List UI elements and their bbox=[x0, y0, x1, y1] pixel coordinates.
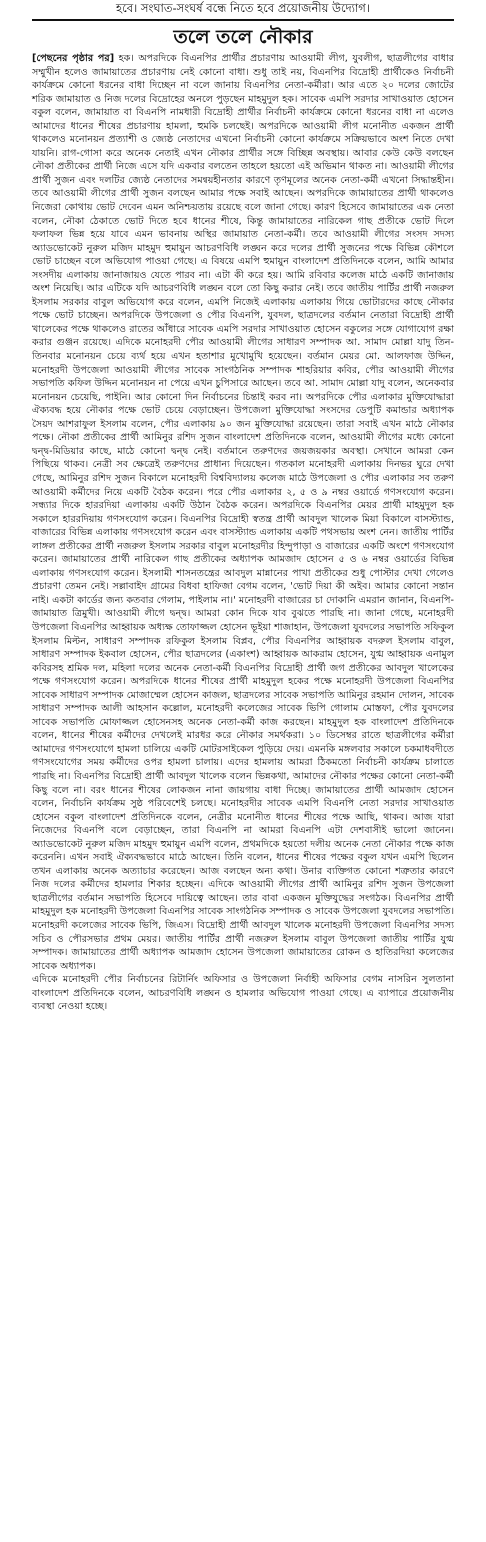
article-closing-paragraph: এদিকে মনোহরদী পৌর নির্বাচনের রিটার্নিং অফিসার ও উপজেলা নির্বাহী অফিসার বেগম নাসরিন সুলতানা বাংলাদেশ প্রতিদিনকে বলেন, আচরণবিধি লঙ্ঘন ও হামলার অভিযোগ পাওয়া গেছে। এ ব্যাপারে প্রয়োজনীয় ব্যবস্থা নেওয়া হচ্ছে। bbox=[32, 974, 454, 1013]
article-headline: তলে তলে নৌকার bbox=[173, 26, 313, 48]
article-body-text: হক। অপরদিকে বিএনপির প্রার্থীর প্রচারণায় আওয়ামী লীগ, যুবলীগ, ছাত্রলীগের বাধার সম্মুখীন হলেও জামায়াতের প্রচারণায় নেই কোনো বাধা। শুধু তাই নয়, বিএনপির বিদ্রোহী প্রার্থীকেও নির্বাচনী কার্যক্রমে কোনো ধরনের বাধা দিচ্ছেন না বলে জানায় বিএনপির নেতা-কর্মীরা। আর এতে ২০ দলের জোটের শরিক জামায়াত ও নিজ দলের বিদ্রোহের অনলে পুড়ছেন মাহমুদুল হক। সাবেক এমপি সরদার সাখাওয়াত হোসেন বকুল বলেন, জামায়াত বা বিএনপি নামধারী বিদ্রোহী প্রার্থীর নির্বাচনী কার্যক্রমে কোনো ধরনের বাধা না এলেও আমাদের ধানের শীষের প্রচারণায় হামলা, হুমকি চলছেই। অপরদিকে আওয়ামী লীগ মনোনীত একজন প্রার্থী থাকলেও মনোনয়ন প্রত্যাশী ও জ্যেষ্ঠ নেতাদের এখনো নির্বাচনী কোনো কার্যক্রমে সক্রিয়ভাবে অংশ নিতে দেখা যায়নি। রাগ-গোসা করে অনেক নেতাই এখন নৌকার প্রার্থীর সঙ্গে বিচ্ছিন্ন অবস্থায়। আবার কেউ কেউ বলছেন নৌকা প্রতীকের প্রার্থী নিজে এসে যদি একবার বলতেন তাহলে হয়তো এই অভিমান থাকত না। আওয়ামী লীগের প্রার্থী সুজন এবং দলটির জ্যেষ্ঠ নেতাদের সমন্বয়হীনতার কারণে তৃণমূলের অনেক নেতা-কর্মী এখনো সিদ্ধান্তহীন। তবে আওয়ামী লীগের প্রার্থী সুজন বলছেন আমার পক্ষে সবাই আছেন। অপরদিকে জামায়াতের প্রার্থী থাকলেও নিজেরা কোথায় ভোট দেবেন এমন অনিশ্চয়তায় রয়েছে বলে জানা গেছে। কারণ হিসেবে জামায়াতের এক নেতা বলেন, নৌকা ঠেকাতে ভোট দিতে হবে ধানের শীষে, কিন্তু জামায়াতের নারিকেল গাছ প্রতীকে ভোট দিলে ফলাফল ভিন্ন হয়ে যাবে এমন ভাবনায় অস্থির জামায়াত নেতা-কর্মী। তবে আওয়ামী লীগের সংসদ সদস্য অ্যাডভোকেট নুরুল মজিদ মাহমুদ হুমায়ুন আচরণবিধি লঙ্ঘন করে দলের প্রার্থী সুজনের পক্ষে বিভিন্ন কৌশলে ভোট চাচ্ছেন বলে অভিযোগ পাওয়া গেছে। এ বিষয়ে এমপি হুমায়ুন বাংলাদেশ প্রতিদিনকে বলেন, আমি আমার সংসদীয় এলাকায় জানাজায়ও যেতে পারব না। এটা কী করে হয়। আমি রবিবার কলেজ মাঠে একটি জানাজায় অংশ নিয়েছি। আর এটিকে যদি আচরণবিধি লঙ্ঘন বলে তো কিছু করার নেই। তবে জাতীয় পার্টির প্রার্থী নজরুল ইসলাম সরকার বাবুল অভিযোগ করে বলেন, এমপি নিজেই এলাকায় এলাকায় গিয়ে ভোটারদের কাছে নৌকার পক্ষে ভোট চাচ্ছেন। অপরদিকে উপজেলা ও পৌর বিএনপি, যুবদল, ছাত্রদলের বর্তমান নেতারা বিদ্রোহী প্রার্থী খালেকের পক্ষে থাকলেও রাতের আঁধারে সাবেক এমপি সরদার সাখাওয়াত হোসেন বকুলের সঙ্গে যোগাযোগ রক্ষা করার গুঞ্জন রয়েছে। এদিকে মনোহরদী পৌর আওয়ামী লীগের সাধারণ সম্পাদক আ. সামাদ মোল্লা যাদু তিন-তিনবার মনোনয়ন চেয়ে ব্যর্থ হয়ে এখন হতাশার মুখোমুখি হয়েছেন। বর্তমান মেয়র মো. আলফাজ উদ্দিন, মনোহরদী উপজেলা আওয়ামী লীগের সাবেক সাংগঠনিক সম্পাদক শাহরিয়ার কবির, পৌর আওয়ামী লীগের সভাপতি কফিল উদ্দিন মনোনয়ন না পেয়ে এখন চুপিসারে আছেন। তবে আ. সামাদ মোল্লা যাদু বলেন, অনেকবার মনোনয়ন চেয়েছি, পাইনি। আর কোনো দিন নির্বাচনের চিন্তাই করব না। অপরদিকে পৌর এলাকার মুক্তিযোদ্ধারা ঐক্যবদ্ধ হয়ে নৌকার পক্ষে ভোট চেয়ে বেড়াচ্ছেন। উপজেলা মুক্তিযোদ্ধা সংসদের ডেপুটি কমান্ডার অধ্যাপক সৈয়দ আশরাফুল ইসলাম বলেন, পৌর এলাকায় ৯০ জন মুক্তিযোদ্ধা রয়েছেন। তারা সবাই এখন মাঠে নৌকার পক্ষে। নৌকা প্রতীকের প্রার্থী আমিনুর রশিদ সুজন বাংলাদেশ প্রতিদিনকে বলেন, আওয়ামী লীগের মধ্যে কোনো দ্বন্দ্ব-মিডিয়ার কাছে, মাঠে কোনো দ্বন্দ্ব নেই। বর্তমানে তরুণদের জয়জয়কার অবস্থা। সেখানে আমরা কেন পিছিয়ে থাকব। নেত্রী সব ক্ষেত্রেই তরুণদের প্রাধান্য দিয়েছেন। গতকাল মনোহরদী এলাকায় দিনভর ঘুরে দেখা গেছে, আমিনুর রশিদ সুজন বিকালে মনোহরদী বিশ্ববিদ্যালয় কলেজ মাঠে উপজেলা ও পৌর এলাকার সব তরুণ আওয়ামী কর্মীদের নিয়ে একটি বৈঠক করেন। পরে পৌর এলাকার ২, ৫ ও ৯ নম্বর ওয়ার্ডে গণসংযোগ করেন। সন্ধ্যার দিকে হাররদিয়া এলাকায় একটি উঠান বৈঠক করেন। অপরদিকে বিএনপির মেয়র প্রার্থী মাহমুদুল হক সকালে হাররদিয়ায় গণসংযোগ করেন। বিএনপির বিদ্রোহী স্বতন্ত্র প্রার্থী আবদুল খালেক মিয়া বিকালে বাসস্ট্যান্ড, বাজারের বিভিন্ন এলাকায় গণসংযোগ করেন এবং বাসস্ট্যান্ড এলাকায় একটি পথসভায় অংশ নেন। জাতীয় পার্টির লাঙ্গল প্রতীকের প্রার্থী নজরুল ইসলাম সরকার বাবুল মনোহরদীর হিন্দুপাড়া ও বাজারের একটি অংশে গণসংযোগ করেন। জামায়াতের প্রার্থী নারিকেল গাছ প্রতীকের অধ্যাপক আমজাদ হোসেন ৫ ও ৬ নম্বর ওয়ার্ডের বিভিন্ন এলাকায় গণসংযোগ করেন। ইসলামী শাসনতন্ত্রের আবদুল মান্নানের পাখা প্রতীকের শুধু পোস্টার দেখা গেলেও প্রচারণা তেমন নেই। সল্লাবাইদ গ্রামের বিধবা হাফিজা বেগম বলেন, 'ভোট দিয়া কী অইব। আমার কোনো সন্তান নাই। একটা কার্ডের জন্য কতবার গেলাম, পাইলাম না।' মনোহরদী বাজারের চা দোকানি এমরান জানান, বিএনপি-জামায়াত ত্রিমুখী। আওয়ামী লীগে দ্বন্দ্ব। আমরা কোন দিকে যাব বুঝতে পারছি না। জানা গেছে, মনোহরদী উপজেলা বিএনপির আহ্বায়ক অধ্যক্ষ তোফাজ্জল হোসেন ভূইয়া শাজাহান, উপজেলা যুবদলের সভাপতি সফিকুল ইসলাম মিল্টন, সাধারণ সম্পাদক রফিকুল ইসলাম বিপ্লব, পৌর বিএনপির আহ্বায়ক বদরুল ইসলাম বাবুল, সাধারণ সম্পাদক ইকবাল হোসেন, পৌর ছাত্রদলের (একাংশ) আহ্বায়ক আকরাম হোসেন, যুগ্ম আহ্বায়ক এনামুল কবিরসহ শ্রমিক দল, মহিলা দলের অনেক নেতা-কর্মী বিএনপির বিদ্রোহী প্রার্থী জগ প্রতীকের আবদুল খালেকের পক্ষে গণসংযোগ করেন। অপরদিকে ধানের শীষের প্রার্থী মাহমুদুল হকের পক্ষে মনোহরদী উপজেলা বিএনপির সাবেক সাধারণ সম্পাদক মোজাম্মেল হোসেন কাজল, ছাত্রদলের সাবেক সভাপতি আমিনুর রহমান দোলন, সাবেক সাধারণ সম্পাদক আলী আহসান কল্লোল, মনোহরদী কলেজের সাবেক ভিপি গোলাম মোস্তফা, পৌর যুবদলের সাবেক সভাপতি মোফাজ্জল হোসেনসহ অনেক নেতা-কর্মী কাজ করছেন। মাহমুদুল হক বাংলাদেশ প্রতিদিনকে বলেন, ধানের শীষের কর্মীদের দেখলেই মারধর করে নৌকার সমর্থকরা। ১০ ডিসেম্বর রাতে ছাত্রলীগের কর্মীরা আমাদের গণসংযোগে হামলা চালিয়ে একটি মোটরসাইকেল পুড়িয়ে দেয়। এমনকি মঙ্গলবার সকালে চকমাধবদীতে গণসংযোগের সময় কর্মীদের ওপর হামলা চালায়। এদের হামলায় আমরা ঠিকমতো নির্বাচনী কার্যক্রম চালাতে পারছি না। বিএনপির বিদ্রোহী প্রার্থী আবদুল খালেক বলেন ভিন্নকথা, আমাদের নৌকার পক্ষের কোনো নেতা-কর্মী কিছু বলে না। বরং ধানের শীষের লোকজন নানা জায়গায় বাধা দিচ্ছে। জামায়াতের প্রার্থী আমজাদ হোসেন বলেন, নির্বাচনি কার্যক্রম সুষ্ঠ পরিবেশেই চলছে। মনোহরদীর সাবেক এমপি বিএনপি নেতা সরদার সাখাওয়াত হোসেন বকুল বাংলাদেশ প্রতিদিনকে বলেন, নেত্রীর মনোনীত ধানের শীষের পক্ষে আছি, থাকব। আজ যারা নিজেদের বিএনপি বলে বেড়াচ্ছেন, তারা বিএনপি না আমরা বিএনপি এটা দেশবাসীই ভালো জানেন। অ্যাডভোকেট নুরুল মজিদ মাহমুদ হুমায়ুন এমপি বলেন, প্রথমদিকে হয়তো দলীয় অনেক নেতা নৌকার পক্ষে কাজ করেননি। এখন সবাই ঐক্যবদ্ধভাবে মাঠে আছেন। তিনি বলেন, ধানের শীষের পক্ষের বকুল যখন এমপি ছিলেন তখন এলাকায় অনেক অত্যাচার করেছেন। আজ বলছেন অন্য কথা। উনার ব্যক্তিগত কোনো শত্রুতার কারণে নিজ দলের কর্মীদের হামলার শিকার হচ্ছেন। এদিকে আওয়ামী লীগের প্রার্থী আমিনুর রশিদ সুজন উপজেলা ছাত্রলীগের বর্তমান সভাপতি হিসেবে দায়িত্বে আছেন। তার বাবা একজন মুক্তিযুদ্ধের সংগঠক। বিএনপির প্রার্থী মাহমুদুল হক মনোহরদী উপজেলা বিএনপির সাবেক সাংগঠনিক সম্পাদক ও সাবেক উপজেলা যুবদলের সভাপতি। মনোহরদী কলেজের সাবেক ভিপি, জিএস। বিদ্রোহী প্রার্থী আবদুল খালেক মনোহরদী উপজেলা বিএনপির সদস্য সচিব ও পৌরসভার প্রথম মেয়র। জাতীয় পার্টির প্রার্থী নজরুল ইসলাম বাবুল উপজেলা জাতীয় পার্টির যুগ্ম সম্পাদক। জামায়াতের প্রার্থী অধ্যাপক আমজাদ হোসেন উপজেলা জামায়াতের রোকন ও হাতিরদিয়া কলেজের সাবেক অধ্যাপক। bbox=[32, 53, 455, 972]
section-divider bbox=[32, 19, 454, 21]
article-body bbox=[32, 52, 454, 973]
previous-article-tail: হবে। সংঘাত-সংঘর্ষ বন্ধে নিতে হবে প্রয়োজনীয় উদ্যোগ। bbox=[116, 1, 370, 15]
continued-from-label: [পেছনের পৃষ্ঠার পর] bbox=[32, 53, 115, 64]
